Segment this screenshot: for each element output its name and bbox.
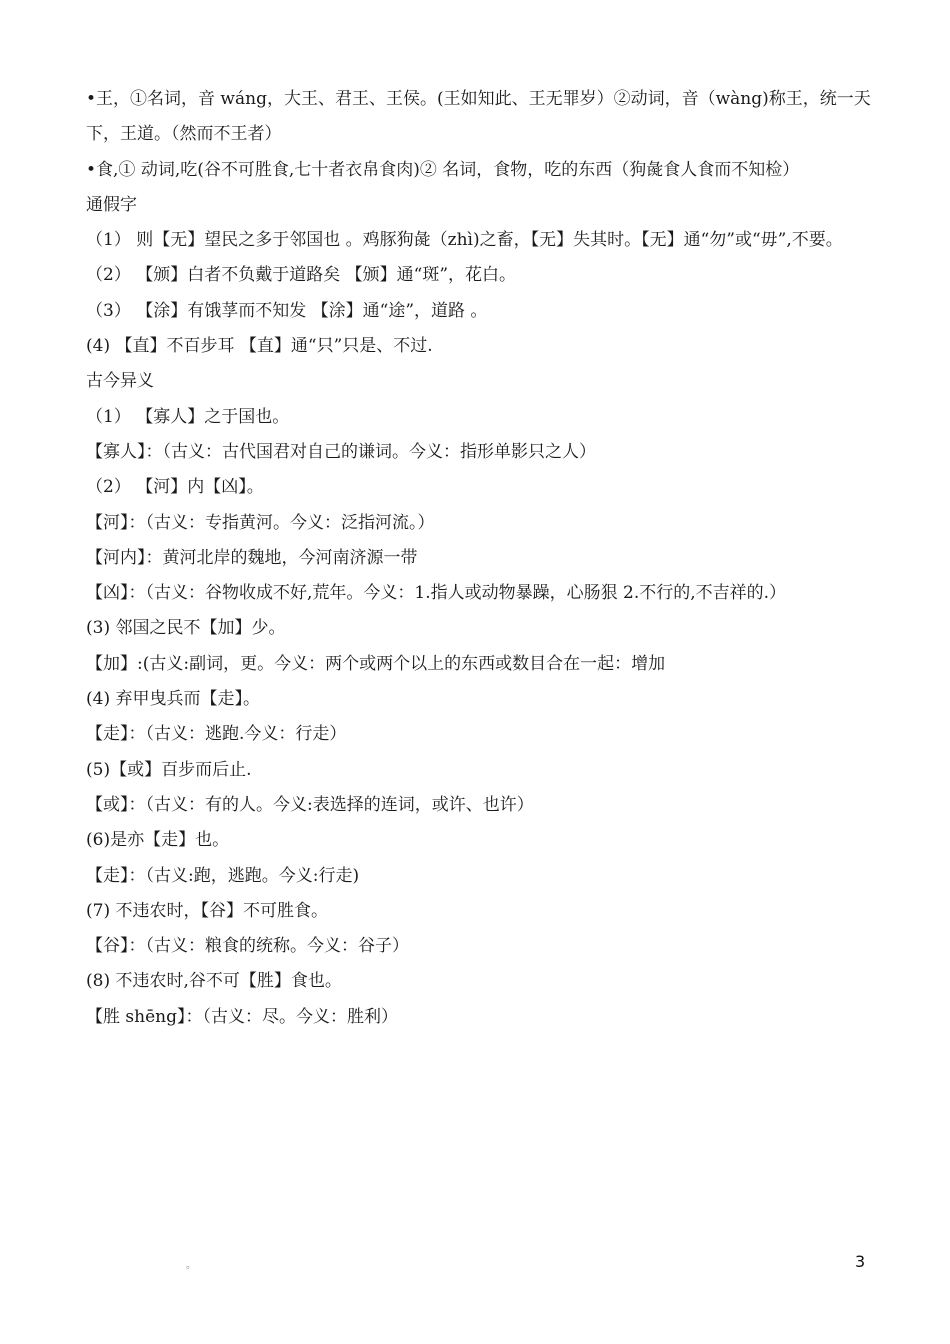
yiyi-item-1: （1） 【寡人】之于国也。 (86, 406, 290, 427)
yiyi-note-8: 【胜 shēng】：（古义：尽。今义：胜利） (86, 1006, 398, 1027)
tongjiazi-item-1: （1） 则【无】望民之多于邻国也 。鸡豚狗彘（zhì)之畜，【无】失其时。【无】通“勿”或“毋”,不要。 (86, 230, 843, 251)
tongjiazi-item-2: （2） 【颁】白者不负戴于道路矣 【颁】通“斑”，花白。 (86, 265, 517, 286)
yiyi-note-5: 【或】：（古义：有的人。今义:表选择的连词，或许、也许） (86, 794, 534, 815)
page-number: 3 (855, 1252, 866, 1271)
heading-tongjiazi: 通假字 (86, 194, 137, 215)
yiyi-item-5: (5)【或】百步而后止. (86, 759, 252, 780)
yiyi-item-3: (3) 邻国之民不【加】少。 (86, 618, 286, 639)
yiyi-note-2c: 【凶】：（古义：谷物收成不好,荒年。今义：1.指人或动物暴躁，心肠狠 2.不行的,不吉祥的.） (86, 583, 787, 604)
yiyi-note-7: 【谷】：（古义：粮食的统称。今义：谷子） (86, 936, 409, 957)
heading-gujin-yiyi: 古今异义 (86, 371, 154, 392)
yiyi-item-8: (8) 不违农时,谷不可【胜】食也。 (86, 971, 342, 992)
entry-wang: •王，①名词，音 wáng，大王、君王、王侯。(王如知此、王无罪岁）②动词，音（wàng)称王，统一天下，王道。（然而不王者） (86, 89, 871, 145)
tongjiazi-item-3: （3） 【涂】有饿莩而不知发 【涂】通“途”，道路 。 (86, 300, 488, 321)
footer-mark: 。 (186, 1260, 196, 1271)
yiyi-note-6: 【走】：（古义:跑，逃跑。今义:行走) (86, 865, 360, 886)
yiyi-note-3: 【加】:(古义:副词，更。今义：两个或两个以上的东西或数目合在一起：增加 (86, 653, 666, 674)
entry-shi: •食,① 动词,吃(谷不可胜食,七十者衣帛食肉)② 名词，食物，吃的东西（狗彘食人食而不知检） (86, 159, 800, 180)
yiyi-item-2: （2） 【河】内【凶】。 (86, 477, 264, 498)
yiyi-item-4: (4) 弃甲曳兵而【走】。 (86, 689, 260, 710)
yiyi-note-2b: 【河内】：黄河北岸的魏地，今河南济源一带 (86, 547, 418, 568)
yiyi-item-7: (7) 不违农时，【谷】不可胜食。 (86, 900, 328, 921)
yiyi-note-1: 【寡人】：（古义：古代国君对自己的谦词。今义：指形单影只之人） (86, 441, 596, 462)
yiyi-item-6: (6)是亦【走】也。 (86, 830, 230, 851)
yiyi-note-2a: 【河】：（古义：专指黄河。今义：泛指河流。） (86, 512, 435, 533)
document-body (86, 82, 876, 1035)
tongjiazi-item-4: (4) 【直】不百步耳 【直】通“只”只是、不过. (86, 336, 433, 357)
yiyi-note-4: 【走】：（古义：逃跑.今义：行走） (86, 724, 347, 745)
